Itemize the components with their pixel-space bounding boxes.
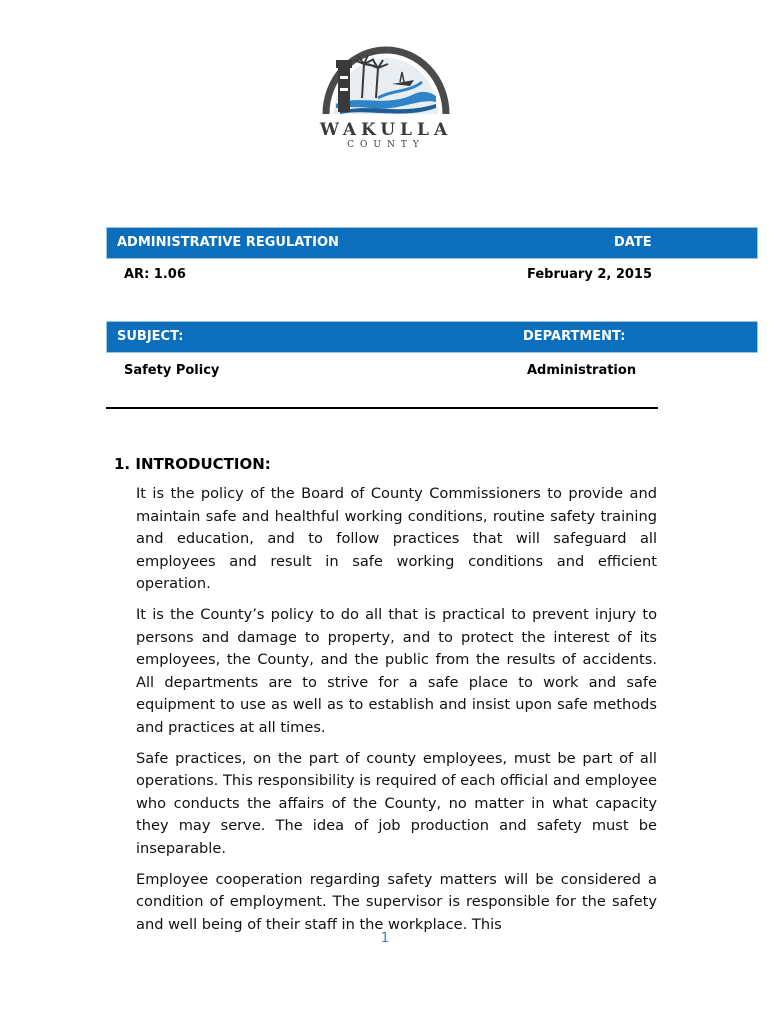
regulation-label: ADMINISTRATIVE REGULATION [117,235,339,250]
logo-subtitle: COUNTY [347,140,425,150]
page-number: 1 [380,931,390,946]
subject-value: Safety Policy [124,363,220,378]
paragraph: It is the policy of the Board of County Commissioners to provide and maintain safe and healthful working conditions, routine safety training and education, and to follow practices that will safeguard all employees and result in safe working conditions and efficient operation. [136,485,657,593]
logo-name: WAKULLA [319,120,453,140]
section-body [136,483,657,944]
paragraph: It is the County’s policy to do all that is practical to prevent injury to persons and damage to property, and to protect the interest of its employees, the County, and the public from the results of accidents. All departments are to strive for a safe place to work and safe equipment to use as well as to establish and insist upon safe methods and practices at all times. [136,605,657,736]
department-label: DEPARTMENT: [523,329,626,344]
paragraph: Safe practices, on the part of county employees, must be part of all operations. This responsibility is required of each official and employee who conducts the affairs of the County, no matter in what capacity they may serve. The idea of job production and safety must be inseparable. [136,749,657,857]
lighthouse-emblem-icon [318,42,454,120]
date-value: February 2, 2015 [527,267,653,282]
regulation-header-band [106,227,758,259]
regulation-value: AR: 1.06 [124,267,186,282]
header-divider [106,407,658,409]
county-logo [318,42,454,154]
department-value: Administration [527,363,637,378]
subject-label: SUBJECT: [117,329,184,344]
section-heading: 1. INTRODUCTION: [114,455,271,473]
paragraph: Employee cooperation regarding safety matters will be considered a condition of employment. The supervisor is responsible for the safety and well being of their staff in the workplace. This [136,870,657,933]
subject-header-band [106,321,758,353]
date-label: DATE [614,235,652,250]
